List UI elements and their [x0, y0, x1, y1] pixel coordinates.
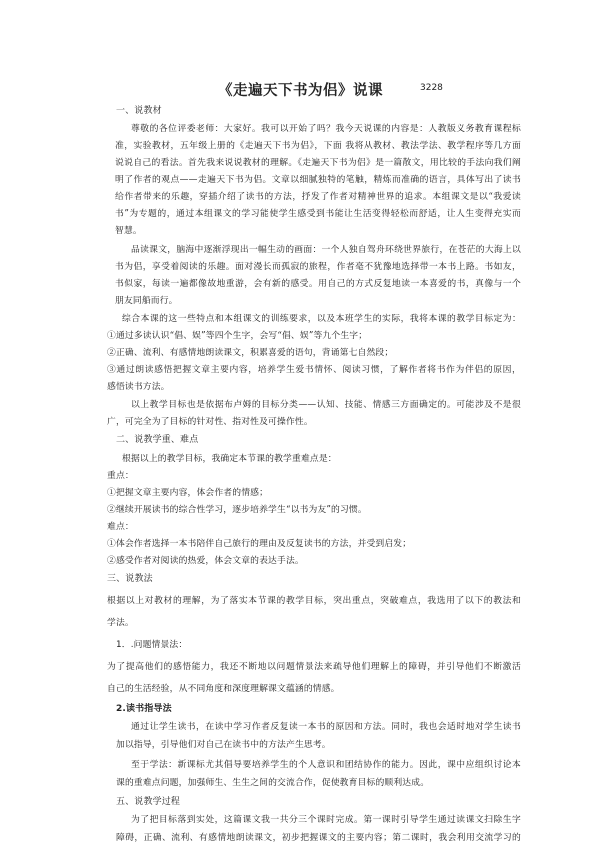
section-heading-2: 二、说教学重、难点 [116, 435, 199, 445]
goal-item: ①通过多读认识“倡、娱”等四个生字，会写“倡、娱”等九个生字； [107, 331, 368, 341]
section-heading-1: 一、说教材 [116, 106, 162, 116]
subheading-key-points: 重点： [107, 471, 134, 481]
body-line: 加以指导，引导他们对自己在读书中的方法产生思考。 [116, 740, 331, 750]
body-line: 学法。 [107, 618, 134, 628]
body-line: 广，可完全为了目标的针对性、指对性及可操作性。 [107, 417, 313, 427]
body-line: 给作者带来的乐趣，穿插介绍了读书的方法，抒发了作者对精神世界的追求。本组课文是以“我爱读 [115, 192, 521, 202]
body-line: 自己的生活经验，从不同角度和深度理解课文蕴涵的情感。 [107, 684, 340, 694]
section-heading-3: 三、说教法 [107, 574, 153, 584]
body-line: 综合本课的这一些特点和本组课文的训练要求，以及本班学生的实际，我将本课的教学目标定为： [122, 314, 521, 324]
body-line: 为了把目标落到实处，这篇课文我一共分三个课时完成。第一课时引导学生通过读课文扫除生字 [131, 815, 521, 825]
body-line: 准，实验教材，五年级上册的《走遍天下书为侣》，下面 我将从教材、教法学法、教学程序等几方面 [115, 141, 521, 151]
body-line: 尊敬的各位评委老师：大家好。我可以开始了吗？我今天说课的内容是：人教版义务教育课程标 [131, 124, 521, 134]
body-line: 明了作者的观点——走遍天下书为侣。文章以细腻独特的笔触，精炼而准确的语言，具体写出了读书 [115, 175, 521, 185]
body-line: 通过让学生读书，在读中学习作者反复读一本书的原因和方法。同时，我也会适时地对学生读书 [131, 722, 521, 732]
document-number: 3228 [420, 83, 443, 93]
document-title: 《走遍天下书为侣》说课 [218, 82, 383, 99]
difficulty-item: ②感受作者对阅读的热爱，体会文章的表达手法。 [107, 556, 304, 566]
body-line: 为了提高他们的感悟能力，我还不断地以问题情景法来疏导他们理解上的障碍，并引导他们不断激活 [107, 662, 521, 672]
body-line: 书”为专题的，通过本组课文的学习能使学生感受到书能让生活变得轻松而舒适，让人生变得充实而 [115, 209, 521, 219]
body-line: 课的重难点问题，加强师生、生生之间的交流合作，促使教育目标的顺利达成。 [116, 778, 430, 788]
body-line: 障碍，正确、流利、有感情地朗读课文，初步把握课文的主要内容；第二课时，我会利用交流学习的 [116, 833, 521, 843]
difficulty-item: ①体会作者选择一本书陪伴自己旅行的理由及反复读书的方法，并受到启发； [107, 539, 412, 549]
method-heading-2: 2.读书指导法 [116, 704, 172, 714]
body-line: 智慧。 [115, 226, 142, 236]
body-line: 至于学法：新课标尤其倡导要培养学生的个人意识和团结协作的能力。因此，课中应组织讨论本 [131, 760, 521, 770]
body-line: 书似家，每读一遍都像故地重游，会有新的感受。用自己的方式反复地读一本喜爱的书，真像与一个 [115, 279, 521, 289]
body-line: 以上教学目标也是依据布卢姆的目标分类——认知、技能、情感三方面确定的。可能涉及不是很 [131, 400, 521, 410]
body-line: 品读课文，脑海中逐渐浮现出一幅生动的画面：一个人独自驾舟环绕世界旅行，在苍茫的大海上以 [131, 245, 521, 255]
body-line: 感悟读书方法。 [107, 382, 170, 392]
key-point-item: ①把握文章主要内容，体会作者的情感； [107, 488, 269, 498]
body-line: 朋友同船而行。 [115, 296, 178, 306]
section-heading-5: 五、说教学过程 [116, 797, 181, 807]
body-line: 说说自己的看法。首先我来说说教材的理解。《走遍天下书为侣》是一篇散文，用比较的手法向我们阐 [115, 158, 521, 168]
body-line: 根据以上对教材的理解，为了落实本节课的教学目标，突出重点，突破难点，我选用了以下的教法和 [107, 596, 521, 606]
title-row [0, 79, 600, 99]
goal-item: ③通过朗读感悟把握文章主要内容，培养学生爱书情怀、阅读习惯，了解作者将书作为伴侣的原因， [107, 365, 521, 375]
goal-item: ②正确、流利、有感情地朗读课文，积累喜爱的语句，背诵第七自然段； [107, 348, 394, 358]
subheading-difficulties: 难点： [107, 522, 134, 532]
method-heading-1: 1．.问题情景法： [116, 640, 188, 650]
body-line: 书为侣，享受着阅读的乐趣。面对漫长而孤寂的旅程，作者毫不犹豫地选择带一本书上路。书如友， [115, 262, 521, 272]
body-line: 根据以上的教学目标，我确定本节课的教学重难点是： [122, 454, 337, 464]
key-point-item: ②继续开展读书的综合性学习，逐步培养学生“以书为友”的习惯。 [107, 505, 367, 515]
